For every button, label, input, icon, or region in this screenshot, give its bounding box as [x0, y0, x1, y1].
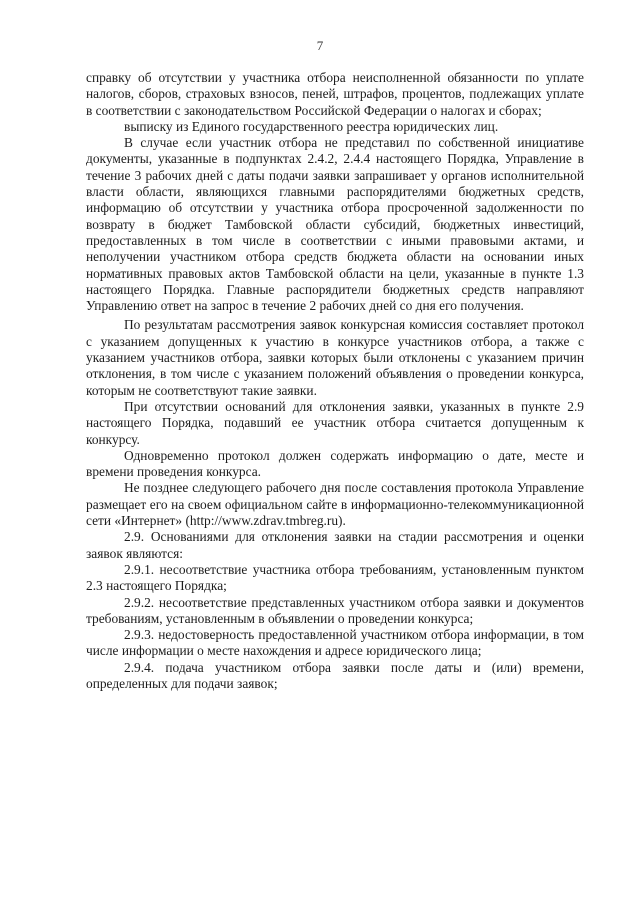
paragraph-protocol-publication: Не позднее следующего рабочего дня после составления протокола Управление размещает его на своем официальном сайте в информационно-телекоммуникационной сети «Интернет» (http://www.zdrav.tmbreg.ru).	[86, 480, 584, 529]
paragraph-protocol-info: Одновременно протокол должен содержать информацию о дате, месте и времени проведения конкурса.	[86, 447, 584, 480]
paragraph-rejection-grounds: 2.9. Основаниями для отклонения заявки на стадии рассмотрения и оценки заявок являются:	[86, 529, 584, 561]
paragraph-item-2-9-1: 2.9.1. несоответствие участника отбора требованиям, установленным пунктом 2.3 настоящего Порядка;	[86, 561, 584, 594]
page-number: 7	[316, 38, 324, 53]
paragraph-admission: При отсутствии оснований для отклонения заявки, указанных в пункте 2.9 настоящего Порядка, подавший ее участник отбора считается допущенным к конкурсу.	[86, 398, 584, 447]
paragraph-tax-certificate: справку об отсутствии у участника отбора неисполненной обязанности по уплате налогов, сборов, страховых взносов, пеней, штрафов, процентов, подлежащих уплате в соответствии с законодательством Российской Федерации о налогах и сборах;	[86, 70, 584, 118]
paragraph-commission-protocol: По результатам рассмотрения заявок конкурсная комиссия составляет протокол с указанием допущенных к участию в конкурсе участников отбора, а также с указанием участников отбора, заявки которых были отклонены с указанием причин отклонения, в том числе с указанием положений объявления о проведении конкурса, которым не соответствуют такие заявки.	[86, 317, 584, 398]
paragraph-documents-request: В случае если участник отбора не представил по собственной инициативе документы, указанные в подпунктах 2.4.2, 2.4.4 настоящего Порядка, Управление в течение 3 рабочих дней с даты подачи заявки запрашивает у органов исполнительной власти области, являющихся главными распорядителями бюджетных средств, информацию об отсутствии у участника отбора просроченной задолженности по возврату в бюджет Тамбовской области субсидий, бюджетных инвестиций, предоставленных в том числе в соответствии с иными правовыми актами, и неполучении участником отбора средств бюджета области на основании иных нормативных правовых актов Тамбовской области на цели, указанные в пункте 1.3 настоящего Порядка. Главные распорядители бюджетных средств направляют Управлению ответ на запрос в течение 2 рабочих дней со дня его получения.	[86, 135, 584, 314]
paragraph-item-2-9-3: 2.9.3. недостоверность предоставленной участником отбора информации, в том числе информации о месте нахождения и адресе юридического лица;	[86, 627, 584, 659]
paragraph-item-2-9-2: 2.9.2. несоответствие представленных участником отбора заявки и документов требованиям, установленным в объявлении о проведении конкурса;	[86, 594, 584, 626]
paragraph-item-2-9-4: 2.9.4. подача участником отбора заявки после даты и (или) времени, определенных для подачи заявок;	[86, 659, 584, 691]
paragraph-registry-extract: выписку из Единого государственного реестра юридических лиц.	[124, 118, 499, 134]
